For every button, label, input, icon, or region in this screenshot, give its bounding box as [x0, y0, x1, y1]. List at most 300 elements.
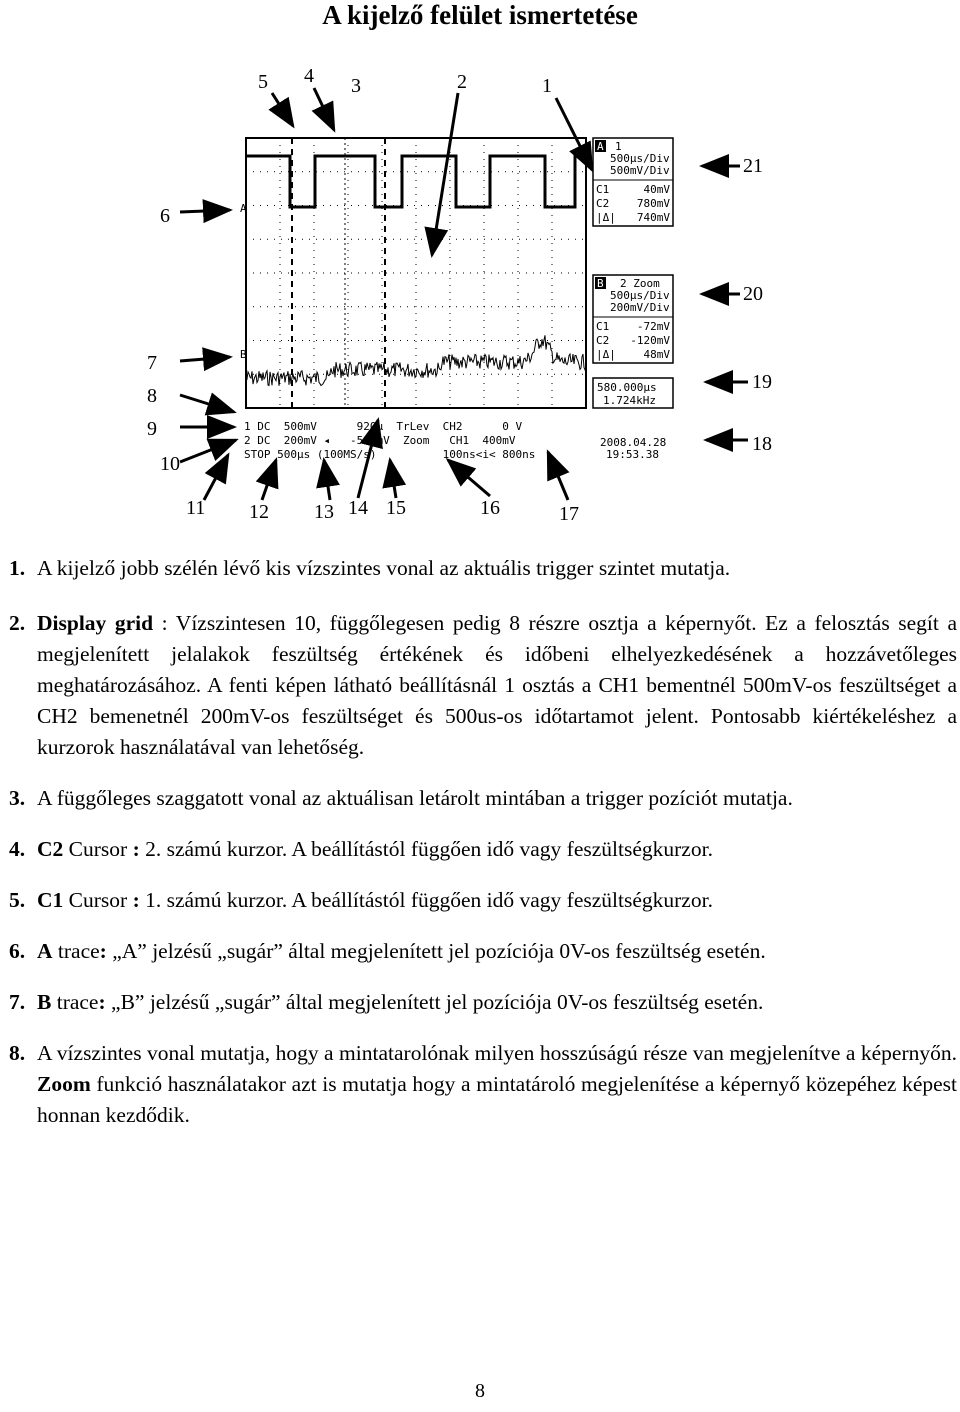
grid-dot [280, 173, 281, 174]
grid-dot [484, 166, 485, 167]
grid-dot [554, 340, 555, 341]
grid-dot [280, 341, 281, 342]
page-number: 8 [475, 1380, 485, 1402]
grid-dot [552, 257, 553, 258]
grid-dot [568, 340, 569, 341]
grid-dot [386, 171, 387, 172]
grid-dot [582, 273, 583, 274]
grid-dot [442, 239, 443, 240]
grid-dot [512, 374, 513, 375]
grid-dot [552, 327, 553, 328]
list-item [9, 936, 957, 967]
grid-dot [552, 159, 553, 160]
grid-dot [552, 313, 553, 314]
grid-dot [358, 239, 359, 240]
item-number: 8. [9, 1041, 26, 1065]
grid-dot [348, 145, 349, 146]
item-text: A vízszintes vonal mutatja, hogy a mintatarolónak milyen hosszúságú része van megjelenítve a képernyőn. [37, 1041, 957, 1065]
grid-dot [484, 383, 485, 384]
grid-dot [309, 273, 310, 274]
callout-3: 3 [351, 75, 361, 97]
grid-dot [414, 205, 415, 206]
grid-dot [314, 292, 315, 293]
grid-dot [337, 171, 338, 172]
grid-dot [280, 348, 281, 349]
grid-dot [552, 166, 553, 167]
grid-dot [435, 306, 436, 307]
grid-dot [382, 285, 383, 286]
grid-dot [416, 355, 417, 356]
grid-dot [491, 340, 492, 341]
grid-dot [280, 201, 281, 202]
grid-dot [450, 299, 451, 300]
grid-dot [382, 390, 383, 391]
grid-dot [280, 145, 281, 146]
grid-dot [552, 138, 553, 139]
grid-dot [449, 306, 450, 307]
grid-dot [484, 404, 485, 405]
item-text: 1. számú kurzor. A beállítástól függően idő vagy feszültségkurzor. [139, 888, 713, 912]
grid-dot [484, 201, 485, 202]
grid-dot [407, 273, 408, 274]
grid-dot [348, 341, 349, 342]
grid-dot [260, 239, 261, 240]
item-text: Display grid [37, 611, 154, 635]
panel-b-line3: 200mV/Div [610, 301, 670, 314]
grid-dot [435, 273, 436, 274]
grid-dot [450, 222, 451, 223]
grid-dot [416, 208, 417, 209]
item-text: : [132, 888, 140, 912]
grid-dot [382, 355, 383, 356]
grid-dot [348, 397, 349, 398]
grid-dot [365, 306, 366, 307]
grid-dot [518, 194, 519, 195]
item-number: 5. [9, 888, 26, 912]
grid-dot [414, 171, 415, 172]
grid-dot [348, 236, 349, 237]
grid-dot [582, 340, 583, 341]
grid-dot [519, 205, 520, 206]
timestamp-time: 19:53.38 [606, 448, 659, 461]
grid-dot [344, 340, 345, 341]
grid-dot [281, 205, 282, 206]
grid-dot [450, 292, 451, 293]
grid-dot [288, 306, 289, 307]
grid-dot [351, 171, 352, 172]
grid-dot [540, 374, 541, 375]
grid-dot [518, 229, 519, 230]
grid-dot [348, 250, 349, 251]
panel-a-row1-label: C1 [596, 183, 610, 196]
grid-dot [314, 271, 315, 272]
grid-dot [382, 236, 383, 237]
grid-dot [281, 273, 282, 274]
grid-dot [314, 348, 315, 349]
item-text: : [132, 837, 140, 861]
cursor-readout [593, 378, 673, 408]
grid-dot [428, 171, 429, 172]
grid-dot [575, 239, 576, 240]
grid-dot [463, 239, 464, 240]
callout-10: 10 [160, 453, 180, 475]
trace-b-waveform [246, 335, 586, 386]
grid-dot [518, 264, 519, 265]
item-number: 6. [9, 939, 26, 963]
grid-dot [348, 327, 349, 328]
item-text: : Vízszintesen 10, függőlegesen pedig 8 részre osztja a képernyőt. Ez a felosztás segít a megjelenített jelalakok feszültség értékének és időbeni elhelyezkedésének a hozzávetőleges meghatározásához. A fenti képen látható beállításnál 1 osztás a CH1 bementnél 500mV-os feszültséget a CH2 bemenetnél 200mV-os feszültséget és 500us-os időtartamot jelent. Pontosabb kiértékeléshez a kurzorok használatával van lehetőség. [37, 611, 957, 759]
grid-dot [442, 273, 443, 274]
item-text: „B” jelzésű „sugár” által megjelenített jel pozíciója 0V-os feszültség esetén. [105, 990, 764, 1014]
grid-dot [450, 320, 451, 321]
grid-dot [274, 374, 275, 375]
grid-dot [450, 187, 451, 188]
grid-dot [552, 271, 553, 272]
grid-dot [477, 306, 478, 307]
grid-dot [561, 273, 562, 274]
panel-b-row1-value: -72mV [636, 320, 670, 333]
item-text: C2 [37, 837, 64, 861]
grid-dot [416, 187, 417, 188]
grid-dot [484, 152, 485, 153]
grid-dot [552, 334, 553, 335]
grid-dot [498, 374, 499, 375]
grid-dot [309, 239, 310, 240]
grid-dot [518, 215, 519, 216]
grid-dot [533, 273, 534, 274]
grid-dot [314, 250, 315, 251]
grid-dot [416, 215, 417, 216]
grid-dot [450, 383, 451, 384]
grid-dot [477, 239, 478, 240]
grid-dot [372, 205, 373, 206]
grid-dot [288, 340, 289, 341]
callout-15: 15 [386, 497, 406, 519]
grid-dot [582, 205, 583, 206]
grid-dot [314, 306, 315, 307]
list-item [9, 1038, 957, 1131]
grid-dot [575, 340, 576, 341]
grid-dot [518, 320, 519, 321]
grid-dot [552, 390, 553, 391]
grid-dot [267, 273, 268, 274]
grid-dot [314, 369, 315, 370]
grid-dot [547, 374, 548, 375]
grid-dot [344, 205, 345, 206]
grid-dot [568, 239, 569, 240]
panel-a-row2-value: 780mV [636, 197, 670, 210]
grid-dot [348, 215, 349, 216]
grid-dot [314, 138, 315, 139]
grid-dot [435, 205, 436, 206]
grid-dot [314, 390, 315, 391]
grid-dot [449, 171, 450, 172]
item-text: funkció használatakor azt is mutatja hogy a mintatároló megjelenítése a képernyő közepéhez képest honnan kezdődik. [37, 1072, 957, 1127]
grid-dot [421, 171, 422, 172]
grid-dot [288, 239, 289, 240]
grid-dot [351, 306, 352, 307]
grid-dot [416, 173, 417, 174]
grid-dot [552, 152, 553, 153]
grid-dot [518, 313, 519, 314]
grid-dot [280, 257, 281, 258]
grid-dot [407, 239, 408, 240]
grid-dot [416, 229, 417, 230]
grid-dot [400, 306, 401, 307]
grid-dot [246, 239, 247, 240]
grid-dot [547, 273, 548, 274]
grid-dot [518, 327, 519, 328]
grid-dot [518, 404, 519, 405]
grid-dot [582, 239, 583, 240]
grid-dot [442, 374, 443, 375]
grid-dot [484, 271, 485, 272]
grid-dot [554, 306, 555, 307]
grid-dot [416, 404, 417, 405]
grid-dot [484, 180, 485, 181]
grid-dot [533, 239, 534, 240]
item-text: Cursor [63, 837, 133, 861]
grid-dot [348, 362, 349, 363]
grid-dot [414, 340, 415, 341]
grid-dot [484, 341, 485, 342]
grid-dot [568, 171, 569, 172]
grid-dot [484, 278, 485, 279]
grid-dot [450, 159, 451, 160]
grid-dot [382, 271, 383, 272]
grid-dot [382, 187, 383, 188]
grid-dot [416, 334, 417, 335]
grid-dot [393, 374, 394, 375]
grid-dot [470, 340, 471, 341]
grid-dot [416, 222, 417, 223]
grid-dot [416, 166, 417, 167]
grid-dot [450, 236, 451, 237]
item-text: 2. számú kurzor. A beállítástól függően idő vagy feszültségkurzor. [139, 837, 713, 861]
grid-dot [379, 374, 380, 375]
grid-dot [260, 306, 261, 307]
grid-dot [484, 222, 485, 223]
grid-dot [280, 138, 281, 139]
grid-dot [348, 271, 349, 272]
grid-dot [547, 239, 548, 240]
grid-dot [348, 299, 349, 300]
grid-dot [505, 239, 506, 240]
grid-dot [280, 215, 281, 216]
grid-dot [428, 306, 429, 307]
grid-dot [518, 222, 519, 223]
grid-dot [314, 404, 315, 405]
grid-dot [400, 273, 401, 274]
grid-dot [358, 306, 359, 307]
grid-dot [470, 374, 471, 375]
panel-a-tag: A [597, 140, 604, 153]
grid-dot [421, 306, 422, 307]
grid-dot [484, 215, 485, 216]
grid-dot [498, 340, 499, 341]
grid-dot [246, 374, 247, 375]
grid-dot [379, 171, 380, 172]
grid-dot [428, 205, 429, 206]
grid-dot [561, 171, 562, 172]
grid-dot [386, 239, 387, 240]
grid-dot [449, 239, 450, 240]
grid-dot [491, 273, 492, 274]
grid-dot [382, 362, 383, 363]
grid-dot [518, 173, 519, 174]
grid-dot [554, 273, 555, 274]
grid-dot [323, 171, 324, 172]
grid-dot [421, 340, 422, 341]
panel-b-row2-label: C2 [596, 334, 610, 347]
grid-dot [382, 138, 383, 139]
grid-dot [314, 299, 315, 300]
grid-dot [450, 194, 451, 195]
grid-dot [416, 348, 417, 349]
grid-dot [552, 229, 553, 230]
panel-a-line2: 500µs/Div [610, 152, 670, 165]
grid-dot [316, 239, 317, 240]
grid-dot [323, 374, 324, 375]
grid-dot [302, 306, 303, 307]
grid-dot [552, 236, 553, 237]
grid-dot [484, 390, 485, 391]
grid-dot [518, 243, 519, 244]
list-item [9, 987, 957, 1018]
grid-dot [463, 273, 464, 274]
grid-dot [582, 374, 583, 375]
grid-dot [372, 273, 373, 274]
grid-dot [484, 334, 485, 335]
grid-dot [323, 340, 324, 341]
callout-11: 11 [186, 497, 206, 519]
grid-dot [314, 397, 315, 398]
grid-dot [348, 257, 349, 258]
grid-dot [314, 341, 315, 342]
status-row-2: 2 DC 200mV ◂ -512mV Zoom CH1 400mV [244, 434, 516, 447]
grid-dot [316, 340, 317, 341]
grid-dot [382, 299, 383, 300]
grid-dot [526, 273, 527, 274]
grid-dot [302, 239, 303, 240]
grid-dot [416, 292, 417, 293]
grid-dot [512, 171, 513, 172]
grid-dot [358, 374, 359, 375]
oscilloscope-diagram [0, 60, 960, 530]
callout-9: 9 [147, 418, 157, 440]
grid-dot [295, 239, 296, 240]
grid-dot [267, 306, 268, 307]
grid-dot [416, 250, 417, 251]
grid-dot [519, 340, 520, 341]
callout-14: 14 [348, 497, 368, 519]
grid-dot [280, 397, 281, 398]
grid-dot [416, 194, 417, 195]
grid-dot [428, 340, 429, 341]
grid-dot [552, 299, 553, 300]
grid-dot [552, 383, 553, 384]
grid-dot [337, 306, 338, 307]
grid-dot [484, 239, 485, 240]
grid-dot [382, 376, 383, 377]
grid-dot [456, 374, 457, 375]
grid-dot [351, 340, 352, 341]
trace-a-waveform [246, 156, 586, 207]
grid-dot [505, 340, 506, 341]
grid-dot [416, 264, 417, 265]
grid-dot [386, 306, 387, 307]
item-text: Zoom [37, 1072, 91, 1096]
grid-dot [400, 340, 401, 341]
grid-dot [274, 239, 275, 240]
grid-dot [575, 273, 576, 274]
grid-dot [365, 205, 366, 206]
grid-dot [518, 383, 519, 384]
grid-dot [416, 285, 417, 286]
grid-dot [491, 306, 492, 307]
grid-dot [280, 271, 281, 272]
grid-dot [295, 273, 296, 274]
grid-dot [348, 320, 349, 321]
grid-dot [421, 205, 422, 206]
grid-dot [314, 215, 315, 216]
grid-dot [348, 180, 349, 181]
grid-dot [309, 306, 310, 307]
grid-dot [568, 306, 569, 307]
grid-dot [484, 194, 485, 195]
grid-dot [416, 201, 417, 202]
grid-dot [280, 166, 281, 167]
grid-dot [302, 340, 303, 341]
grid-dot [372, 340, 373, 341]
panel-a [593, 138, 673, 226]
grid-dot [484, 138, 485, 139]
grid-dot [400, 374, 401, 375]
grid-dot [330, 171, 331, 172]
grid-dot [552, 404, 553, 405]
grid-dot [382, 215, 383, 216]
grid-dot [382, 180, 383, 181]
grid-dot [253, 374, 254, 375]
grid-dot [260, 205, 261, 206]
grid-dot [260, 273, 261, 274]
grid-dot [477, 374, 478, 375]
grid-dot [280, 334, 281, 335]
grid-dot [267, 171, 268, 172]
grid-dot [348, 355, 349, 356]
grid-dot [386, 340, 387, 341]
grid-dot [416, 341, 417, 342]
grid-dot [518, 208, 519, 209]
grid-dot [348, 243, 349, 244]
grid-dot [450, 166, 451, 167]
grid-dot [518, 257, 519, 258]
grid-dot [416, 278, 417, 279]
grid-dot [416, 243, 417, 244]
grid-dot [484, 145, 485, 146]
grid-dot [416, 362, 417, 363]
grid-dot [518, 152, 519, 153]
grid-dot [470, 171, 471, 172]
grid-dot [421, 239, 422, 240]
grid-dot [435, 171, 436, 172]
grid-dot [416, 390, 417, 391]
callout-1: 1 [542, 75, 552, 97]
grid-dot [582, 306, 583, 307]
grid-dot [382, 201, 383, 202]
grid-dot [540, 340, 541, 341]
grid-dot [280, 278, 281, 279]
